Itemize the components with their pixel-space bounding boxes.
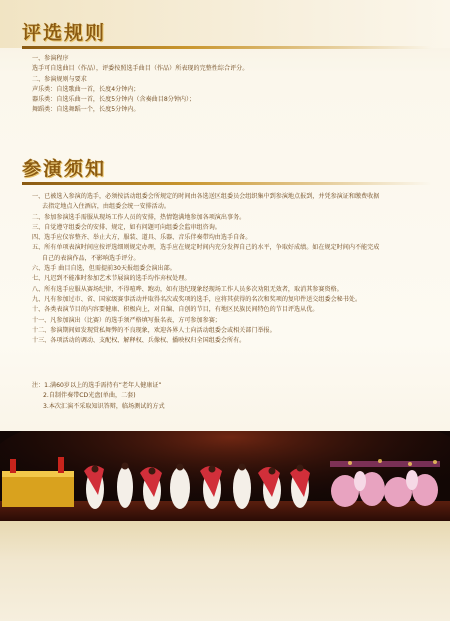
rules-line: 二、参演规则与要求 [32,75,87,83]
bottom-band [0,521,450,621]
notice-line: 去指定地点入住酒店，由组委会统一安排活动。 [42,203,170,211]
notice-line: 八、所有选手应服从赛场纪律，不得喧哗、跑动，如有违纪现象经现场工作人员多次劝阻无效者，取消其参赛资格。 [32,285,343,293]
rules-line: 一、参演程序 [32,55,69,62]
note-line: 注：1.满60岁以上的选手需持有“老年人健康证” [32,382,162,389]
rules-line: 器乐类：自选乐曲一首，长度5分钟内（含奏曲目8分钟内）； [32,96,196,104]
notice-line: 一、已被选入参演的选手，必须按活动组委会所规定的时间由各选送区组委员会组织集中到参演地点报到，并凭参演证和缴费收据 [32,193,380,200]
rules-line: 声乐类：自选歌曲一首，长度4分钟内； [32,85,140,93]
rules-line: 选手可自选曲目（作品），评委按照选手曲目（作品）所表现的完整性综合评分。 [32,65,249,73]
section-title-notice: 参演须知 [22,158,107,180]
rules-line: 舞蹈类：自选舞蹈一个，长度5分钟内。 [32,106,140,114]
note-line: 3.本次汇演不采取知识答辩，临场测试的方式 [43,402,165,410]
note-line: 2.自制伴奏带CD光盘(单曲，二套) [43,392,136,400]
notice-line: 十三、各项活动的调动、支配权、解释权、兵像权、播映权归全国组委会所有。 [32,337,246,345]
notice-line: 十二、参演期间如发现赏私舞弊的不良现象，欢迎各界人士向活动组委会或相关部门举报。 [32,326,276,334]
notice-line: 二、参加参演选手需服从现场工作人员的安排，热情饱满地参加各项演出事务。 [32,213,246,221]
notice-line: 七、凡迟到不能准时参加艺术节展演的选手均作弃权处理。 [32,275,191,283]
stage-scene [0,431,450,521]
notice-line: 十一、凡参加演出（比赛）的选手须严格填写报名表，方可参加参赛； [32,316,221,324]
notice-line: 五、所有单项表演时间应按评选细则规定办理，选手应在规定时间内充分发挥自己的水平，争取好成绩。如在规定时间内不能完成 [32,244,380,252]
rules-block [32,54,424,116]
section-title-rules: 评选规则 [22,22,107,44]
section-divider [22,46,432,49]
notice-line: 六、选手 曲目自选，但需提前30天报组委会演出部。 [32,265,176,273]
stage-performance-photo [0,431,450,521]
notice-line: 四、选手应仪容整齐、举止大方，服装、道具、乐器、音乐伴奏带均由选手自备。 [32,234,252,242]
notice-block [32,192,424,346]
notice-line: 自己的表演作品，不影响选手评分。 [42,254,140,262]
notes-block [32,381,424,412]
section-divider [22,182,432,185]
notice-line: 九、凡有参加过市、省、国家级赛事活动并取得名次或奖项的选手，应将其获得的名次和奖项的复印件送交组委会秘书处。 [32,295,362,303]
notice-line: 十、各类表演节目的内容要健康、积极向上，对自编、自创的节目，有地区民族民间特色的节目评选从优。 [32,306,319,314]
notice-line: 三、自觉遵守组委会的安排、规定，如有问题可向组委会监审组咨询。 [32,223,221,231]
